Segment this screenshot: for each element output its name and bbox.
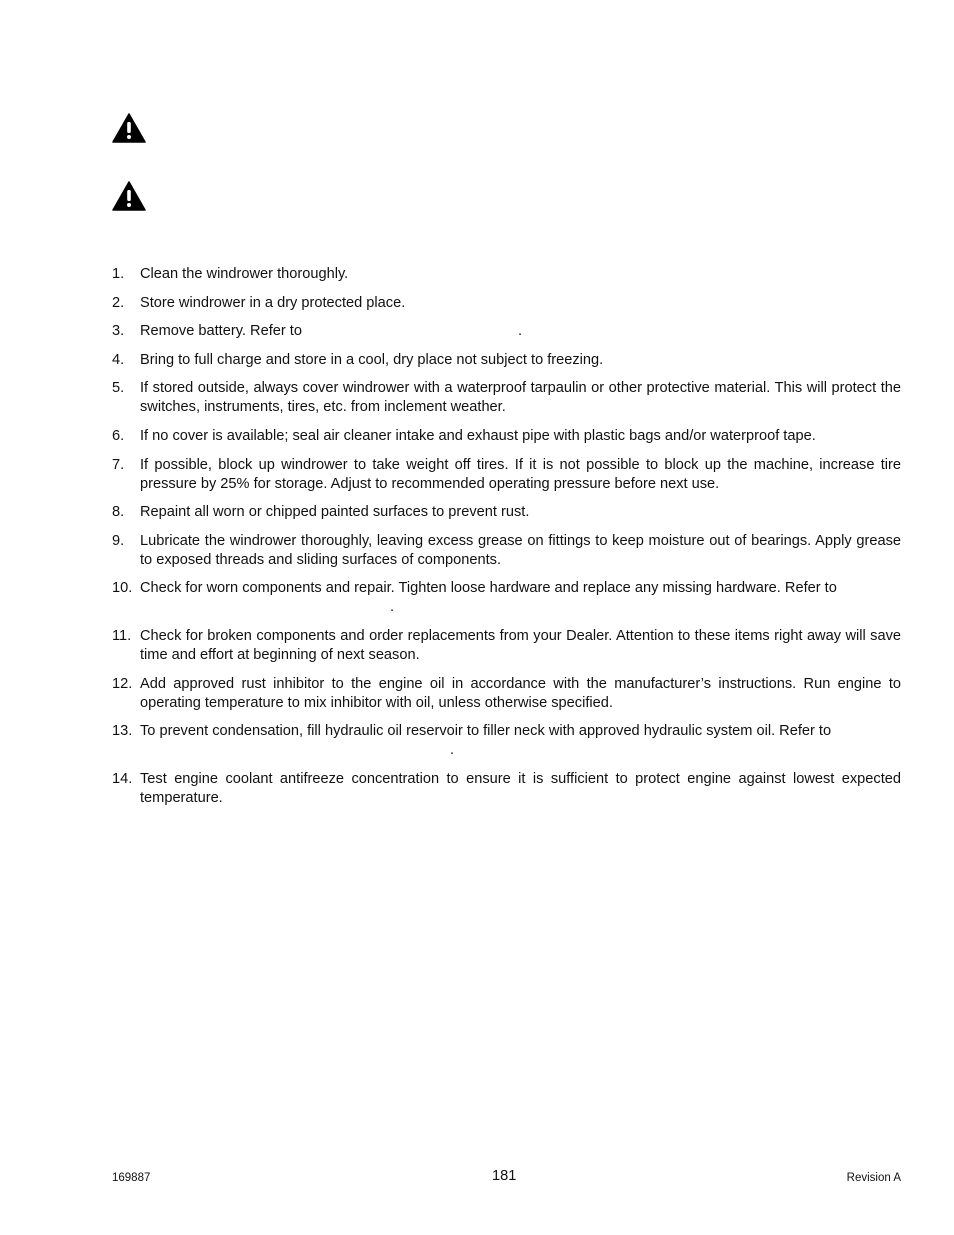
step-number: 3.: [112, 323, 125, 340]
step-10: [112, 579, 901, 617]
step-2: [112, 294, 901, 313]
page-number: 181: [492, 1168, 517, 1184]
step-text: Bring to full charge and store in a cool, dry place not subject to freezing.: [140, 351, 604, 368]
step-13: [112, 722, 901, 760]
step-text: Lubricate the windrower thoroughly, leaving excess grease on fittings to keep moisture out of bearings. Apply grease to exposed threads and sliding surfaces of components.: [140, 532, 901, 568]
storage-steps-list: [112, 265, 901, 817]
step-14: [112, 770, 901, 808]
step-9: [112, 532, 901, 570]
step-ref-period: .: [517, 323, 523, 340]
step-text: Clean the windrower thoroughly.: [140, 266, 349, 282]
step-12: [112, 675, 901, 713]
step-number: 11.: [112, 627, 132, 644]
step-text: Remove battery. Refer to: [140, 323, 302, 340]
step-ref-period: .: [450, 742, 455, 759]
revision-label: Revision A: [846, 1172, 901, 1184]
step-ref-period: .: [390, 599, 395, 616]
step-number: 1.: [112, 266, 125, 282]
step-number: 5.: [112, 380, 125, 397]
step-7: [112, 456, 901, 494]
step-11: [112, 627, 901, 665]
document-number: 169887: [112, 1172, 151, 1184]
step-6: [112, 427, 901, 446]
step-4: [112, 351, 901, 370]
step-number: 2.: [112, 294, 125, 311]
step-8: [112, 503, 901, 522]
step-number: 12.: [112, 675, 133, 692]
step-number: 13.: [112, 723, 133, 740]
step-1: [112, 265, 901, 284]
step-number: 10.: [112, 580, 133, 597]
step-text: If no cover is available; seal air cleaner intake and exhaust pipe with plastic bags and/or waterproof tape.: [140, 427, 816, 444]
step-text: Check for broken components and order replacements from your Dealer. Attention to these items right away will save time and effort at beginning of next season.: [140, 627, 901, 663]
warning-triangle-icon: [112, 181, 146, 211]
step-5: [112, 379, 901, 417]
step-number: 4.: [112, 351, 125, 368]
step-text: If stored outside, always cover windrower with a waterproof tarpaulin or other protective material. This will protect the switches, instruments, tires, etc. from inclement weather.: [140, 380, 901, 416]
warning-triangle-icon: [112, 113, 146, 143]
step-text: Store windrower in a dry protected place.: [140, 294, 406, 311]
step-number: 7.: [112, 456, 125, 473]
page-footer: [112, 1168, 901, 1192]
step-number: 9.: [112, 532, 125, 549]
step-number: 6.: [112, 427, 125, 444]
step-3: [112, 322, 901, 341]
step-text: Add approved rust inhibitor to the engine oil in accordance with the manufacturer’s instructions. Run engine to operating temperature to mix inhibitor with oil, unless otherwise specified.: [140, 675, 901, 711]
step-text: If possible, block up windrower to take weight off tires. If it is not possible to block up the machine, increase tire pressure by 25% for storage. Adjust to recommended operating pressure before next use.: [140, 456, 901, 492]
step-text: Test engine coolant antifreeze concentration to ensure it is sufficient to protect engine against lowest expected temperature.: [140, 770, 901, 806]
step-number: 14.: [112, 770, 133, 787]
step-text: To prevent condensation, fill hydraulic oil reservoir to filler neck with approved hydraulic system oil. Refer to: [140, 723, 832, 740]
step-number: 8.: [112, 504, 125, 521]
step-text: Check for worn components and repair. Tighten loose hardware and replace any missing hardware. Refer to: [140, 580, 837, 597]
step-text: Repaint all worn or chipped painted surfaces to prevent rust.: [140, 504, 530, 521]
